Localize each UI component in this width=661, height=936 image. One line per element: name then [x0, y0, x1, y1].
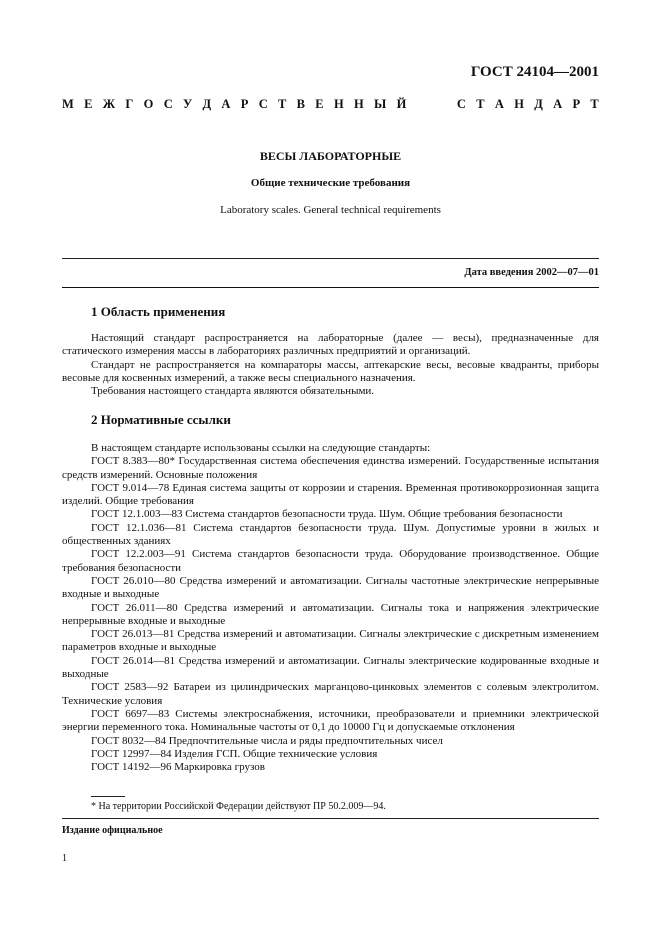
heading-letter: У	[183, 97, 193, 111]
heading-letter: М	[62, 97, 74, 111]
paragraph: В настоящем стандарте использованы ссылки на следующие стандарты:	[91, 442, 431, 454]
reference-item: ГОСТ 26.011—80 Средства измерений и автоматизации. Сигналы тока и напряжения электрические непрерывные входные и выходные	[62, 601, 599, 627]
heading-letter: А	[553, 97, 563, 111]
divider-bottom	[62, 287, 599, 288]
reference-item: ГОСТ 9.014—78 Единая система защиты от коррозии и старения. Временная противокоррозионная защита изделий. Общие требования	[62, 481, 599, 508]
heading-letter: Р	[240, 97, 249, 111]
section-2-heading: 2 Нормативные ссылки	[91, 412, 231, 427]
reference-item: ГОСТ 14192—96 Маркировка грузов	[91, 761, 265, 774]
heading-letter: А	[494, 97, 504, 111]
reference-item: ГОСТ 8.383—80* Государственная система обеспечения единства измерений. Государственные испытания средств измерений. Основные положения	[62, 455, 599, 481]
document-subtitle: Общие технические требования	[250, 177, 411, 189]
heading-letter: С	[258, 97, 268, 111]
heading-letter: Е	[315, 97, 324, 111]
word-gap	[417, 97, 447, 112]
reference-item: ГОСТ 26.014—81 Средства измерений и автоматизации. Сигналы электрические кодированные входные и выходные	[62, 654, 599, 681]
heading-letter: В	[296, 97, 305, 111]
heading-letter: А	[221, 97, 231, 111]
heading-letter: Н	[514, 97, 524, 111]
document-title: ВЕСЫ ЛАБОРАТОРНЫЕ	[259, 149, 402, 163]
section-2-body	[62, 442, 599, 774]
reference-item: ГОСТ 12997—84 Изделия ГСП. Общие технические условия	[91, 747, 378, 760]
footnote-divider	[91, 796, 125, 797]
heading-letter: Т	[476, 97, 485, 111]
heading-letter: Р	[572, 97, 581, 111]
section-1-body	[62, 332, 599, 398]
reference-item: ГОСТ 6697—83 Системы электроснабжения, источники, преобразователи и приемники электрической энергии переменного тока. Номинальные частоты от 0,1 до 10000 Гц и допускаемые отклонения	[62, 707, 599, 734]
heading-letter: Г	[125, 97, 134, 111]
footnote: * На территории Российской Федерации действуют ПР 50.2.009—94.	[91, 801, 386, 812]
reference-item: ГОСТ 12.1.036—81 Система стандартов безопасности труда. Шум. Допустимые уровни в жилых и общественных зданиях	[62, 521, 599, 548]
document-title-english: Laboratory scales. General technical requirements	[220, 204, 441, 216]
heading-letter: Ы	[374, 97, 387, 111]
reference-item: ГОСТ 12.1.003—83 Система стандартов безопасности труда. Шум. Общие требования безопасности	[91, 508, 563, 521]
heading-letter: Д	[202, 97, 212, 111]
introduction-date: Дата введения 2002—07—01	[464, 267, 599, 278]
reference-item: ГОСТ 26.010—80 Средства измерений и автоматизации. Сигналы частотные электрические непрерывные входные и выходные	[62, 574, 599, 601]
paragraph: Стандарт не распространяется на компараторы массы, аптекарские весы, весовые квадранты, приборы весовые для косвенных измерений, а также весы специального назначения.	[62, 358, 599, 384]
standard-number: ГОСТ 24104—2001	[470, 64, 599, 80]
heading-letter: Д	[534, 97, 543, 111]
heading-letter: Н	[353, 97, 364, 111]
heading-letter: Т	[590, 97, 599, 111]
heading-letter: Ж	[102, 97, 116, 111]
heading-letter: Й	[396, 97, 407, 111]
section-1-heading: 1 Область применения	[91, 304, 226, 319]
heading-letter: С	[456, 97, 466, 111]
heading-letter: О	[143, 97, 154, 111]
heading-letter: Т	[278, 97, 287, 111]
page-number: 1	[62, 853, 67, 864]
reference-item: ГОСТ 26.013—81 Средства измерений и автоматизации. Сигналы электрические с дискретным изменением параметров входные и выходные	[62, 628, 599, 654]
reference-item: ГОСТ 12.2.003—91 Система стандартов безопасности труда. Оборудование производственное. Общие требования безопасности	[62, 548, 599, 574]
edition-divider	[62, 818, 599, 819]
heading-letter: Е	[84, 97, 93, 111]
heading-letter: С	[163, 97, 173, 111]
reference-item: ГОСТ 2583—92 Батареи из цилиндрических марганцово-цинковых элементов с солевым электролитом. Технические условия	[62, 681, 599, 707]
paragraph: Настоящий стандарт распространяется на лабораторные (далее — весы), предназначенные для статического измерения массы в лабораториях различных предприятий и организаций.	[62, 332, 599, 358]
standard-type-heading	[62, 97, 599, 112]
heading-letter: Н	[333, 97, 344, 111]
divider-top	[62, 258, 599, 259]
paragraph: Требования настоящего стандарта являются обязательными.	[91, 385, 375, 398]
edition-label: Издание официальное	[62, 825, 163, 836]
reference-item: ГОСТ 8032—84 Предпочтительные числа и ряды предпочтительных чисел	[91, 734, 443, 747]
